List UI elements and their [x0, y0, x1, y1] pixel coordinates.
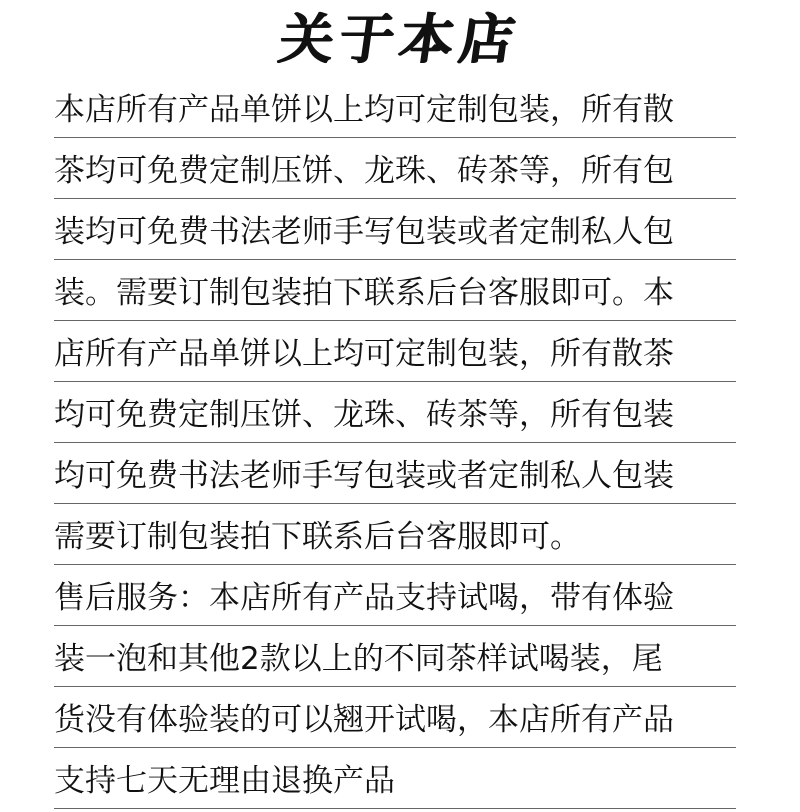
text-line-10 — [0, 629, 800, 690]
text-line-12-content: 支持七天无理由退换产品 — [54, 763, 395, 799]
text-line-7-content: 均可免费书法老师手写包装或者定制私人包装 — [54, 458, 674, 494]
page-title: 关于本店 — [275, 7, 525, 71]
text-line-3-content: 装均可免费书法老师手写包装或者定制私人包 — [54, 214, 674, 250]
line-separator — [54, 747, 736, 748]
line-separator — [54, 686, 736, 687]
text-line-6-content: 均可免费定制压饼、龙珠、砖茶等，所有包装 — [54, 397, 674, 433]
line-separator — [54, 503, 736, 504]
text-line-6 — [0, 385, 800, 446]
text-line-9-content: 售后服务：本店所有产品支持试喝，带有体验 — [54, 580, 674, 616]
line-separator — [54, 137, 736, 138]
text-line-1 — [0, 80, 800, 141]
line-separator — [54, 564, 736, 565]
text-line-4-content: 装。需要订制包装拍下联系后台客服即可。本 — [54, 275, 674, 311]
text-line-10-content: 装一泡和其他2款以上的不同茶样试喝装，尾 — [54, 641, 663, 677]
line-separator — [54, 808, 736, 809]
text-line-5 — [0, 324, 800, 385]
text-line-5-content: 店所有产品单饼以上均可定制包装，所有散茶 — [54, 336, 674, 372]
line-separator — [54, 625, 736, 626]
text-line-3 — [0, 202, 800, 263]
text-line-4 — [0, 263, 800, 324]
line-separator — [54, 320, 736, 321]
text-line-8 — [0, 507, 800, 568]
text-line-9 — [0, 568, 800, 629]
text-line-7 — [0, 446, 800, 507]
line-separator — [54, 198, 736, 199]
text-line-8-content: 需要订制包装拍下联系后台客服即可。 — [54, 519, 581, 555]
policy-text-block — [0, 80, 800, 812]
text-line-2 — [0, 141, 800, 202]
line-separator — [54, 442, 736, 443]
text-line-12 — [0, 751, 800, 812]
text-line-2-content: 茶均可免费定制压饼、龙珠、砖茶等，所有包 — [54, 153, 674, 189]
text-line-11 — [0, 690, 800, 751]
line-separator — [54, 259, 736, 260]
text-line-1-content: 本店所有产品单饼以上均可定制包装，所有散 — [54, 92, 674, 128]
line-separator — [54, 381, 736, 382]
text-line-11-content: 货没有体验装的可以翘开试喝，本店所有产品 — [54, 702, 674, 738]
